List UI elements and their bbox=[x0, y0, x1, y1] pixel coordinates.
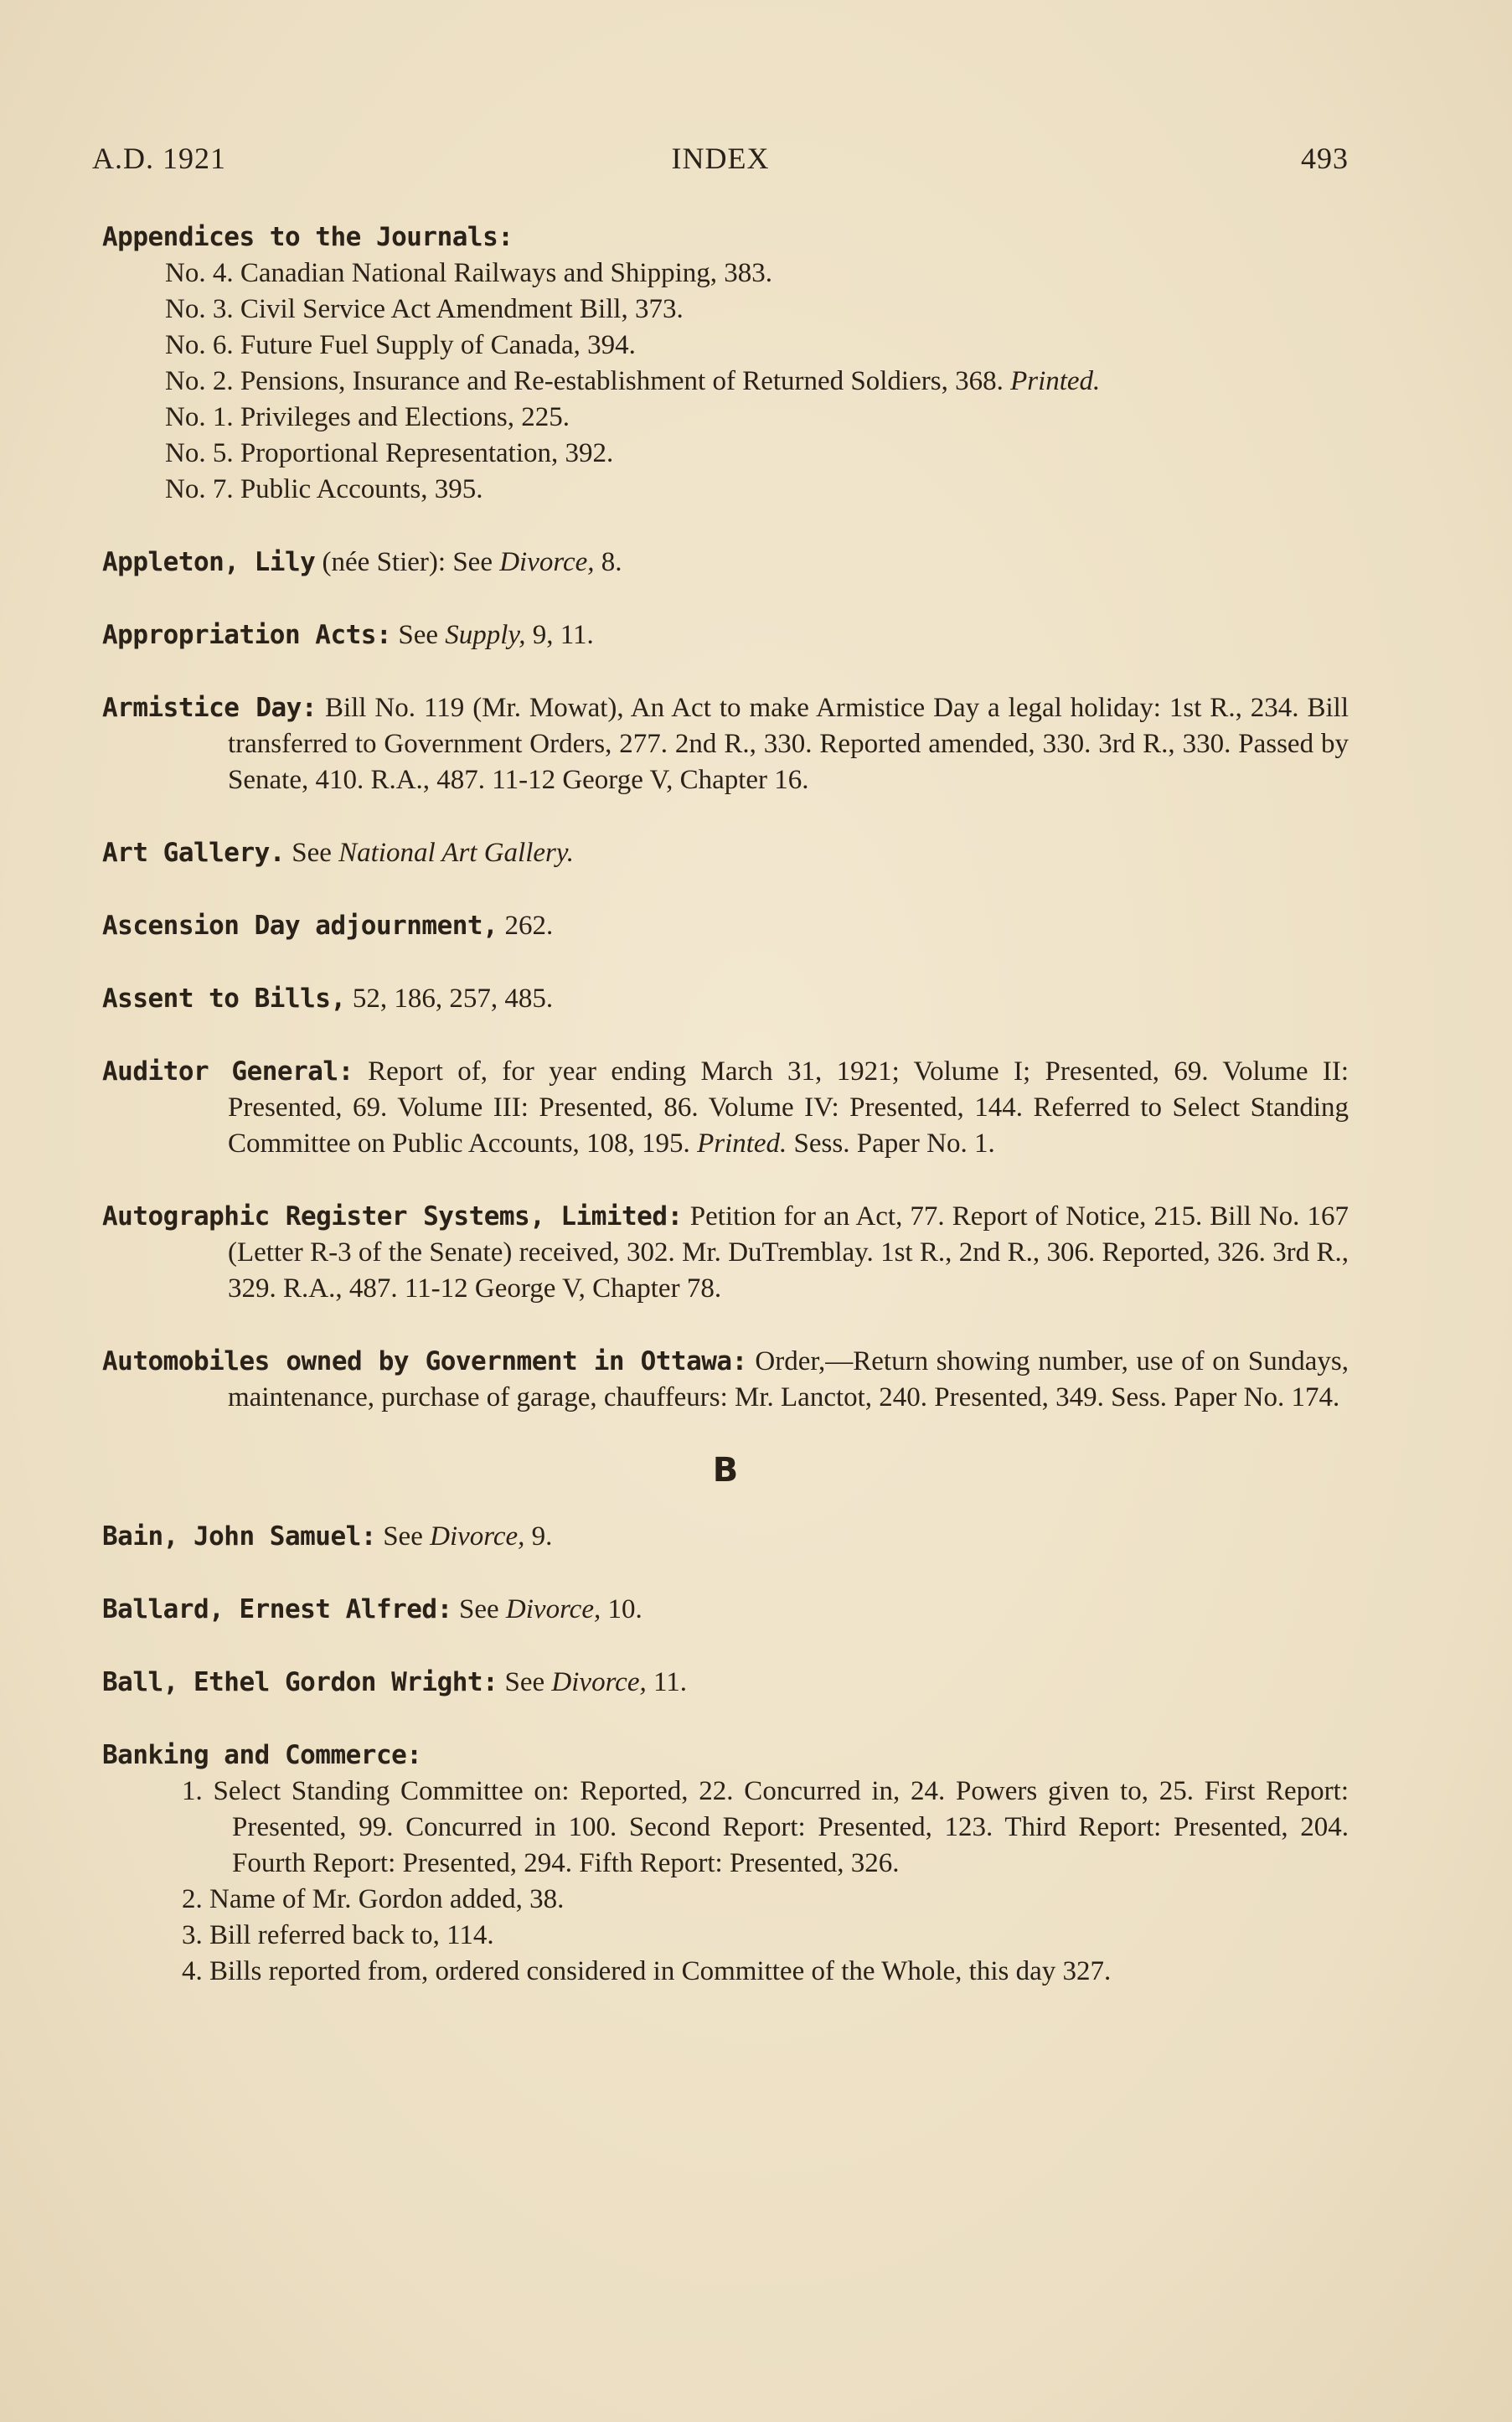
entry-ball bbox=[102, 1665, 1349, 1701]
entry-heading: Appleton, Lily bbox=[102, 547, 316, 577]
entry-heading: Ball, Ethel Gordon Wright: bbox=[102, 1667, 498, 1697]
entry-auditor-general bbox=[102, 1054, 1349, 1162]
entry-bain bbox=[102, 1519, 1349, 1555]
entry-heading: Automobiles owned by Government in Ottawa: bbox=[102, 1346, 747, 1376]
list-item: No. 4. Canadian National Railways and Shipping, 383. bbox=[165, 258, 772, 288]
list-item: No. 3. Civil Service Act Amendment Bill, 373. bbox=[165, 294, 684, 324]
entry-heading: Ascension Day adjournment, bbox=[102, 911, 498, 941]
list-item: No. 6. Future Fuel Supply of Canada, 394. bbox=[165, 330, 636, 360]
entry-appendices bbox=[102, 219, 1349, 508]
entry-text: Petition for an Act, 77. Report of Notice, 215. Bill No. 167 (Letter R-3 of the Senate) received, 302. Mr. DuTremblay. 1st R., 2nd R., 306. Reported, 326. 3rd R., 329. R.A., 487. 11-12 George V, Chapter 78. bbox=[228, 1201, 1349, 1304]
page-number: 493 bbox=[1301, 142, 1349, 175]
list-item: 2. Name of Mr. Gordon added, 38. bbox=[182, 1884, 565, 1914]
section-letter: B bbox=[712, 1451, 739, 1490]
list-item bbox=[102, 364, 1349, 400]
running-head bbox=[92, 141, 1349, 178]
printed-note: Printed. bbox=[697, 1128, 787, 1159]
entry-heading: Armistice Day: bbox=[102, 693, 317, 723]
entry-text: 10. bbox=[601, 1594, 642, 1624]
entry-heading: Banking and Commerce: bbox=[102, 1740, 422, 1770]
cross-reference: Divorce, bbox=[505, 1594, 601, 1624]
entry-text: See bbox=[498, 1667, 552, 1697]
entry-art-gallery bbox=[102, 835, 1349, 871]
cross-reference: National Art Gallery. bbox=[338, 838, 574, 868]
entry-text: Sess. Paper No. 1. bbox=[787, 1128, 995, 1159]
entry-assent bbox=[102, 981, 1349, 1017]
index-content bbox=[102, 219, 1349, 2027]
entry-autographic bbox=[102, 1199, 1349, 1307]
cross-reference: Divorce, bbox=[551, 1667, 647, 1697]
entry-heading: Bain, John Samuel: bbox=[102, 1521, 376, 1552]
entry-text: (née Stier): See bbox=[315, 547, 500, 577]
cross-reference: Divorce, bbox=[430, 1521, 525, 1552]
entry-heading: Autographic Register Systems, Limited: bbox=[102, 1201, 683, 1232]
list-item: 3. Bill referred back to, 114. bbox=[182, 1920, 494, 1950]
entry-text: See bbox=[391, 620, 446, 650]
entry-heading: Appendices to the Journals: bbox=[102, 222, 513, 252]
list-item: 1. Select Standing Committee on: Reported, 22. Concurred in, 24. Powers given to, 25. First Report: Presented, 99. Concurred in 100. Second Report: Presented, 123. Third Report: Presented, 204. Fourth Report: Presented, 294. Fifth Report: Presented, 326. bbox=[182, 1776, 1349, 1878]
entry-heading: Assent to Bills, bbox=[102, 984, 346, 1014]
cross-reference: Divorce, bbox=[499, 547, 595, 577]
list-item: No. 1. Privileges and Elections, 225. bbox=[165, 402, 570, 432]
entry-text: 8. bbox=[594, 547, 622, 577]
entry-heading: Art Gallery. bbox=[102, 838, 285, 868]
cross-reference: Supply, bbox=[445, 620, 526, 650]
entry-text: See bbox=[452, 1594, 506, 1624]
entry-text: Report of, for year ending March 31, 1921; Volume I; Presented, 69. Volume II: Presented, 69. Volume III: Presented, 86. Volume IV: Presented, 144. Referred to Select Standing Committee on Public Accounts, 108, 195. bbox=[228, 1056, 1349, 1159]
entry-text: See bbox=[375, 1521, 431, 1552]
header-title: INDEX bbox=[671, 142, 770, 175]
entry-ballard bbox=[102, 1592, 1349, 1628]
entry-armistice bbox=[102, 690, 1349, 798]
entry-heading: Appropriation Acts: bbox=[102, 620, 392, 650]
entry-automobiles bbox=[102, 1344, 1349, 1416]
entry-heading: Ballard, Ernest Alfred: bbox=[102, 1594, 452, 1624]
entry-text: 9. bbox=[524, 1521, 553, 1552]
entry-text: 262. bbox=[498, 911, 554, 941]
entry-appropriation bbox=[102, 617, 1349, 653]
entry-appleton bbox=[102, 545, 1349, 581]
entry-text: Bill No. 119 (Mr. Mowat), An Act to make Armistice Day a legal holiday: 1st R., 234. Bill transferred to Government Orders, 277. 2nd R., 330. Reported amended, 330. 3rd R., 330. Passed by Senate, 410. R.A., 487. 11-12 George V, Chapter 16. bbox=[228, 693, 1349, 795]
entry-banking bbox=[102, 1738, 1349, 1990]
entry-text: Order,—Return showing number, use of on Sundays, maintenance, purchase of garage, chauffeurs: Mr. Lanctot, 240. Presented, 349. Sess. Paper No. 174. bbox=[228, 1346, 1349, 1412]
entry-text: See bbox=[284, 838, 339, 868]
list-item: 4. Bills reported from, ordered considered in Committee of the Whole, this day 327. bbox=[182, 1956, 1112, 1986]
entry-text: 11. bbox=[646, 1667, 688, 1697]
entry-text: 9, 11. bbox=[525, 620, 594, 650]
list-item: No. 5. Proportional Representation, 392. bbox=[165, 438, 614, 468]
entry-text: 52, 186, 257, 485. bbox=[345, 984, 554, 1014]
entry-heading: Auditor General: bbox=[102, 1056, 353, 1087]
list-item: No. 7. Public Accounts, 395. bbox=[165, 474, 483, 504]
list-item-text: No. 2. Pensions, Insurance and Re-establishment of Returned Soldiers, 368. bbox=[165, 366, 1004, 396]
printed-note: Printed. bbox=[1010, 366, 1101, 396]
entry-ascension bbox=[102, 908, 1349, 944]
header-year: A.D. 1921 bbox=[92, 142, 226, 175]
